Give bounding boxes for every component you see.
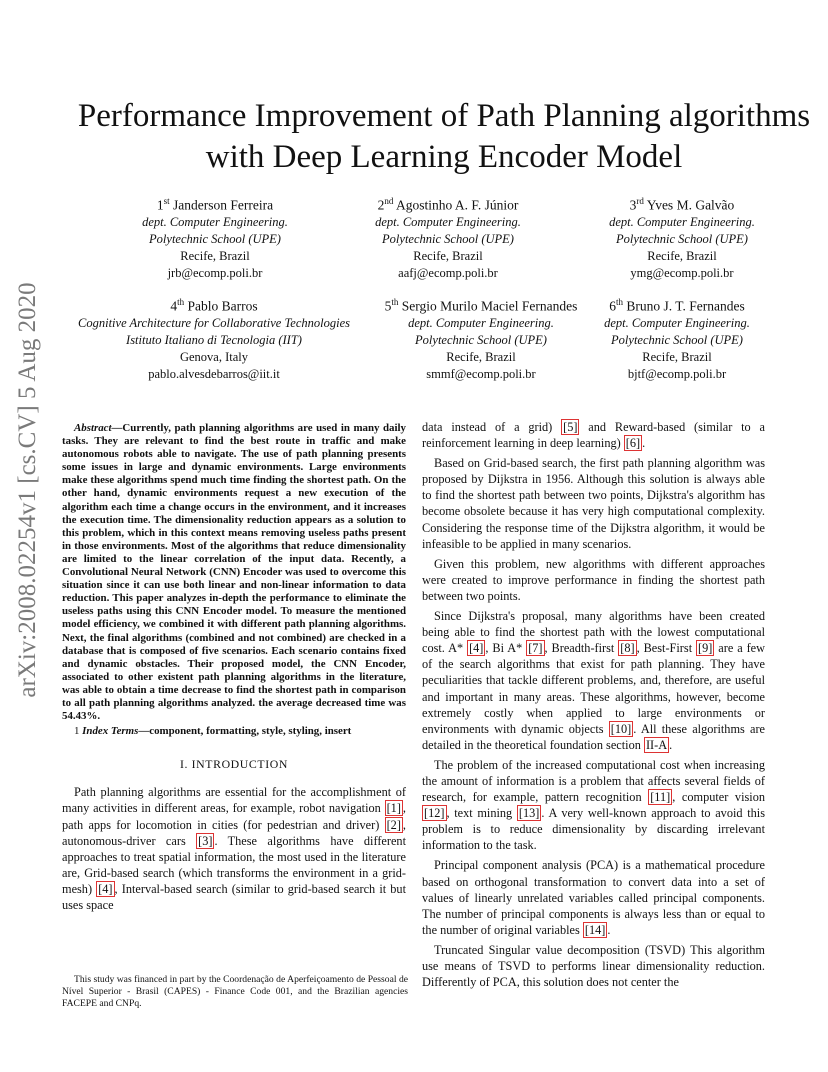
author-email: jrb@ecomp.poli.br xyxy=(167,265,263,280)
citation-link[interactable]: [11] xyxy=(650,790,671,805)
section-heading-introduction: I. INTRODUCTION xyxy=(180,757,288,772)
citation-link[interactable]: [8] xyxy=(620,641,635,656)
author-ord: 4 xyxy=(170,298,178,314)
author-school: Polytechnic School (UPE) xyxy=(415,332,547,347)
citation-link[interactable]: [3] xyxy=(198,833,213,848)
paragraph: Given this problem, new algorithms with different approaches were created to improve performance in finding the shortest path between two points. xyxy=(422,556,765,603)
citation-link[interactable]: [9] xyxy=(698,641,713,656)
author-school: Polytechnic School (UPE) xyxy=(382,231,514,246)
author-school: Istituto Italiano di Tecnologia (IIT) xyxy=(126,332,302,347)
paragraph: data instead of a grid) [5] and Reward-based (similar to a reinforcement learning in deep learning) [6] . xyxy=(422,420,765,451)
author-ord: 3 xyxy=(629,197,637,213)
author-email: pablo.alvesdebarros@iit.it xyxy=(148,366,280,381)
author-school: Polytechnic School (UPE) xyxy=(149,231,281,246)
citation-link[interactable]: [5] xyxy=(563,420,578,434)
arxiv-id: arXiv:2008.02254v1 [cs.CV] 5 Aug 2020 xyxy=(14,282,41,698)
citation-link[interactable]: [1] xyxy=(386,801,401,816)
author-dept: dept. Computer Engineering. xyxy=(604,315,750,330)
author-dept: dept. Computer Engineering. xyxy=(375,214,521,229)
index-prefix: 1 xyxy=(74,725,83,738)
citation-link[interactable]: [7] xyxy=(528,641,543,656)
author-4 xyxy=(56,294,372,383)
citation-link[interactable]: [13] xyxy=(518,806,540,821)
index-terms-text: —component, formatting, style, styling, insert xyxy=(138,725,352,738)
author-dept: dept. Computer Engineering. xyxy=(609,214,755,229)
author-name: Yves M. Galvão xyxy=(646,197,735,213)
author-name: Sergio Murilo Maciel Fernandes xyxy=(401,298,578,314)
author-ord: 1 xyxy=(156,197,164,213)
author-5 xyxy=(366,294,596,383)
author-email: smmf@ecomp.poli.br xyxy=(426,366,536,381)
right-column xyxy=(422,419,765,990)
citation-link[interactable]: [2] xyxy=(386,817,401,832)
paper-title: Performance Improvement of Path Planning algorithms with Deep Learning Encoder Model xyxy=(77,98,811,175)
author-dept: dept. Computer Engineering. xyxy=(142,214,288,229)
author-city: Genova, Italy xyxy=(179,349,249,364)
citation-link[interactable]: [10] xyxy=(610,721,632,736)
author-name: Pablo Barros xyxy=(187,298,258,314)
author-email: ymg@ecomp.poli.br xyxy=(630,265,734,280)
author-city: Recife, Brazil xyxy=(446,349,516,364)
citation-link[interactable]: [14] xyxy=(584,922,606,937)
index-terms-label: Index Terms xyxy=(82,725,139,738)
author-city: Recife, Brazil xyxy=(413,248,483,263)
author-ord: 2 xyxy=(377,197,385,213)
left-column xyxy=(62,422,406,913)
author-2 xyxy=(333,193,563,282)
citation-link[interactable]: [6] xyxy=(625,436,641,451)
section-link[interactable]: II-A xyxy=(645,737,668,752)
abstract xyxy=(62,422,406,723)
footnote: This study was financed in part by the Coordenação de Aperfeiçoamento de Pessoal de Nível Superior - Brasil (CAPES) - Finance Code 001, and the Brazilian agencies FACEPE and CNPq. xyxy=(62,974,408,1009)
arxiv-sidebar-stamp xyxy=(8,282,48,698)
author-3 xyxy=(567,193,797,282)
author-dept: Cognitive Architecture for Collaborative Technologies xyxy=(78,315,350,330)
author-city: Recife, Brazil xyxy=(180,248,250,263)
author-1 xyxy=(100,193,330,282)
author-ord-sup: st xyxy=(163,196,170,206)
index-terms xyxy=(62,725,406,738)
author-ord-sup: th xyxy=(177,297,185,307)
author-ord-sup: th xyxy=(391,297,399,307)
author-city: Recife, Brazil xyxy=(647,248,717,263)
paragraph: Based on Grid-based search, the first path planning algorithm was proposed by Dijkstra in 1956. Although this solution is always able to find the shortest path between two points, Dijkstra's algorithm has become obsolete because it has very high computational complexity. Considering the response time of the Dijkstra algorithm, it would be infeasible to be applied in many scenarios. xyxy=(422,456,765,551)
paragraph: Principal component analysis (PCA) is a mathematical procedure based on orthogonal transformation to convert data into a set of values of linearly unrelated variables called principal components. The number of principal components is always less than or equal to the number of original variables [14] . xyxy=(422,858,765,937)
author-name: Bruno J. T. Fernandes xyxy=(626,298,745,314)
author-dept: dept. Computer Engineering. xyxy=(408,315,554,330)
paragraph: The problem of the increased computational cost when increasing the amount of information is a problem that affects several fields of research, for example, pattern recognition [11] , computer vision [12] , text mining [13] . A very well-known approach to avoid this problem is to reduce dimensionality by discarding irrelevant information to the task. xyxy=(422,757,765,853)
author-6 xyxy=(592,294,762,383)
author-school: Polytechnic School (UPE) xyxy=(611,332,743,347)
author-city: Recife, Brazil xyxy=(642,349,712,364)
author-email: bjtf@ecomp.poli.br xyxy=(627,366,727,381)
author-email: aafj@ecomp.poli.br xyxy=(398,265,498,280)
author-ord-sup: rd xyxy=(636,196,644,206)
author-ord-sup: th xyxy=(615,297,623,307)
author-name: Agostinho A. F. Júnior xyxy=(396,197,519,213)
author-ord: 6 xyxy=(609,298,616,314)
intro-paragraph: Path planning algorithms are essential for the accomplishment of many activities in different areas, for example, robot navigation [1] , path apps for locomotion in cities (for pedestrian and driver) [2] , autonomous-driver cars [3] . These algorithms have different approaches to treat spatial information, the most used in the literature are, Grid-based search (which transforms the environment in a grid-mesh) [4] , Interval-based search (similar to grid-based search it but uses space xyxy=(62,785,406,912)
paragraph: Since Dijkstra's proposal, many algorithms have been created being able to find the shortest path with the lowest computational cost. A* [4] , Bi A* [7] , Breadth-first [8] , Best-First [9] are a few of the search algorithms that exist for path planning. They have peculiarities that tackle different problems, and, therefore, are useful and important in many areas. These algorithms, however, become extremely costly when applied to large environments or environments with dynamic objects [10] . All these algorithms are detailed in the theoretical foundation section II-A . xyxy=(422,609,765,752)
citation-link[interactable]: [12] xyxy=(424,806,445,821)
author-ord: 5 xyxy=(384,298,392,314)
abstract-label: Abstract xyxy=(74,422,112,434)
author-ord-sup: nd xyxy=(384,196,394,206)
citation-link[interactable]: [4] xyxy=(98,881,113,896)
citation-link[interactable]: [4] xyxy=(469,641,484,656)
abstract-text: —Currently, path planning algorithms are used in many daily tasks. They are relevant to find the best route in traffic and make autonomous robots able to navigate. The use of path planning presents some issues in large and dynamic environments. Large environments make these algorithms spend much time finding the shortest path. On the other hand, dynamic environments request a new execution of the algorithm each time a change occurs in the environment, and it increases the execution time. The dimensionality reduction appears as a solution to this problem, which in this context means removing useless paths present in those environments. Most of the algorithms that reduce dimensionality are limited to the linear correlation of the input data. Recently, a Convolutional Neural Network (CNN) Encoder was used to overcome this situation since it can use both linear and non-linear information to data reduction. This paper analyzes in-depth the performance to eliminate the useless paths using this CNN Encoder model. To measure the mentioned model efficiency, we combined it with different path planning algorithms. Next, the final algorithms (combined and not combined) are checked in a database that is composed of five scenarios. Each scenario contains fixed and dynamic obstacles. Their proposed model, the CNN Encoder, associated to other existent path planning algorithms in the literature, was able to obtain a time decrease to find the shortest path in comparison to all path planning algorithms analyzed. the average decreased time was 54.43%. xyxy=(62,422,406,723)
author-school: Polytechnic School (UPE) xyxy=(616,231,748,246)
author-name: Janderson Ferreira xyxy=(173,197,274,213)
paragraph: Truncated Singular value decomposition (TSVD) This algorithm use means of TSVD to performs linear dimensionality reduction. Differently of PCA, this solution does not center the xyxy=(422,942,765,990)
